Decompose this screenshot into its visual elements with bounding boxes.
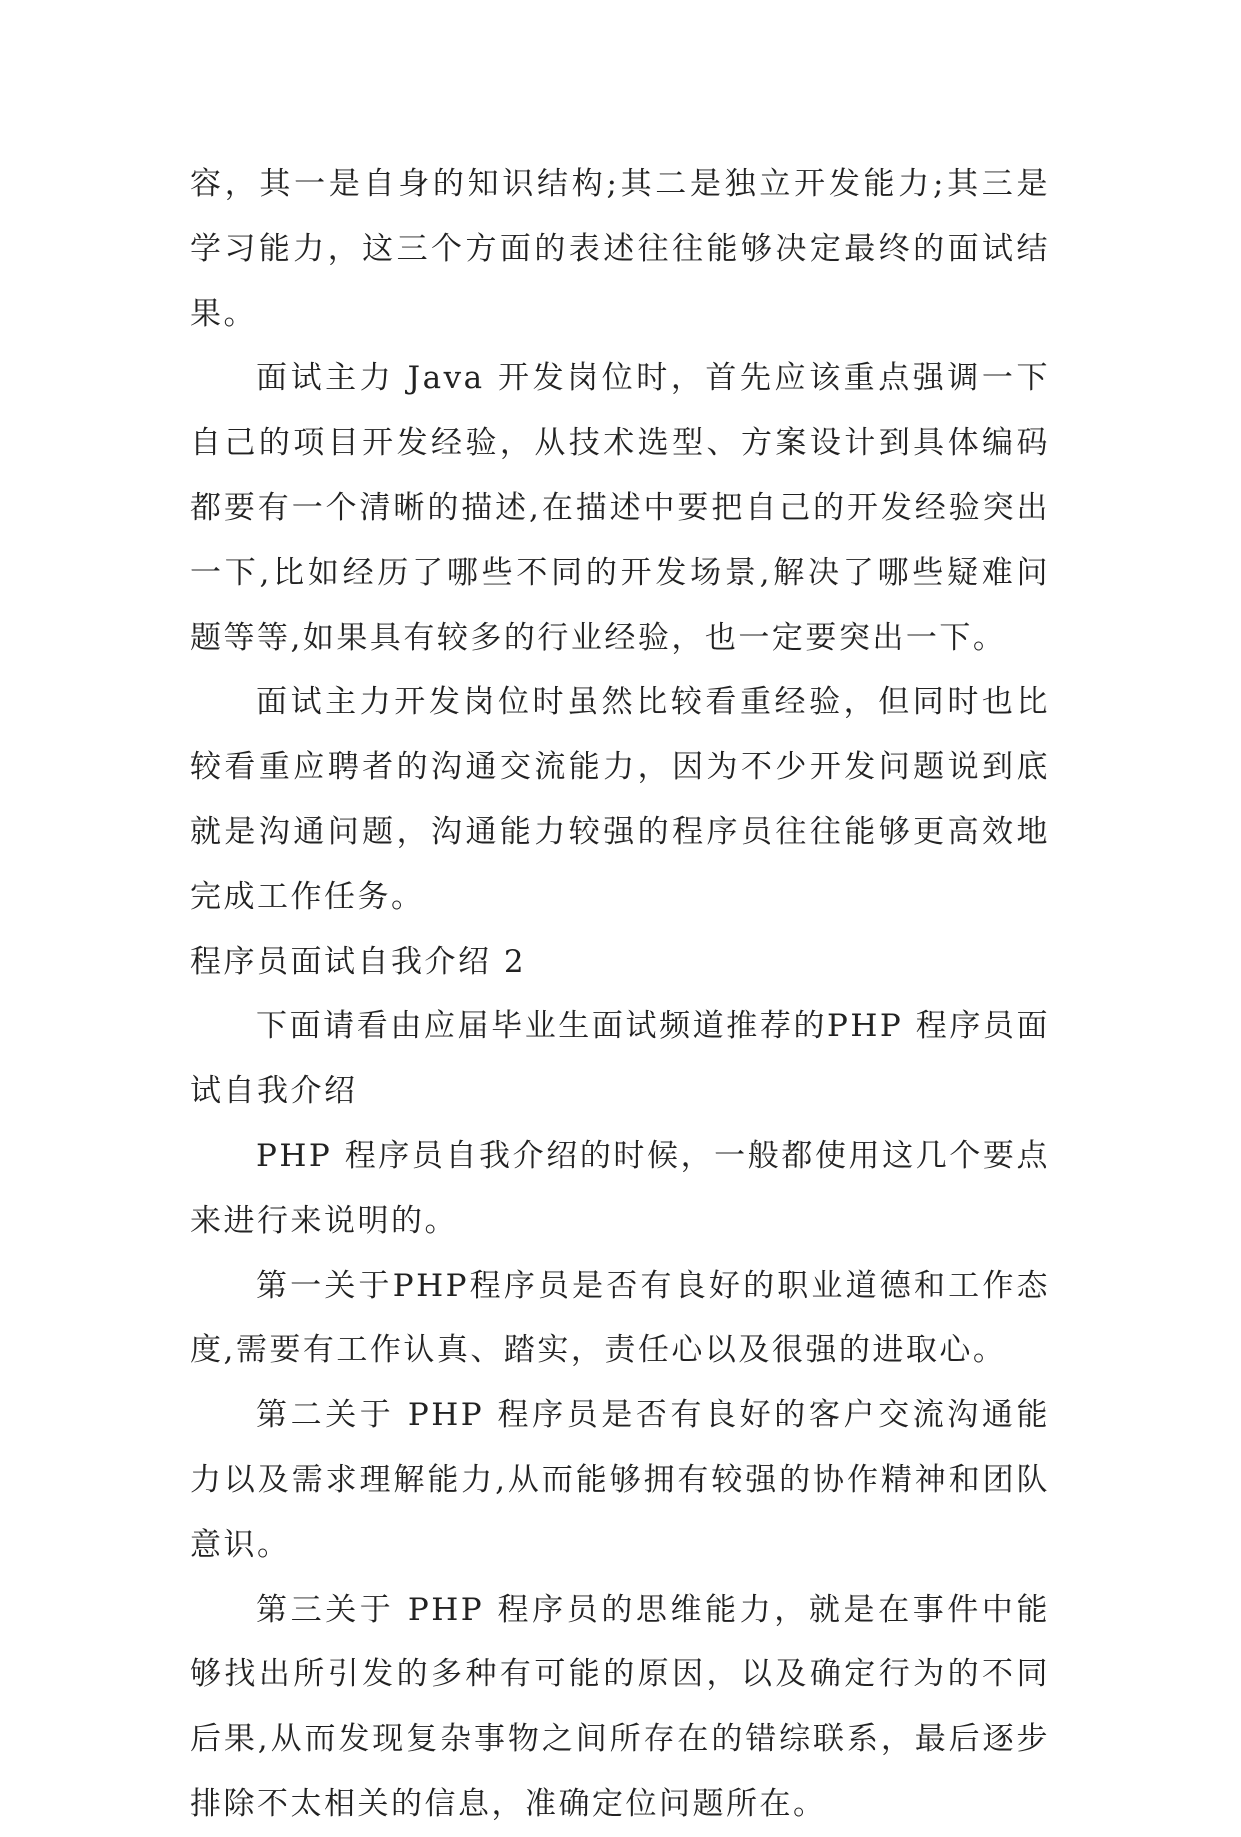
section-title: 程序员面试自我介绍 2 [190, 943, 527, 980]
document-body [190, 152, 1050, 1837]
paragraph-key-points: PHP 程序员自我介绍的时候，一般都使用这几个要点来进行来说明的。 [190, 1137, 1050, 1239]
paragraph-second-point: 第二关于 PHP 程序员是否有良好的客户交流沟通能力以及需求理解能力,从而能够拥有较强的协作精神和团队意识。 [190, 1397, 1050, 1563]
paragraph-third-point: 第三关于 PHP 程序员的思维能力，就是在事件中能够找出所引发的多种有可能的原因，以及确定行为的不同后果,从而发现复杂事物之间所存在的错综联系，最后逐步排除不太相关的信息，准确定位问题所在。 [190, 1591, 1050, 1822]
paragraph-communication: 面试主力开发岗位时虽然比较看重经验，但同时也比较看重应聘者的沟通交流能力，因为不少开发问题说到底就是沟通问题，沟通能力较强的程序员往往能够更高效地完成工作任务。 [190, 684, 1050, 915]
paragraph-first-point: 第一关于PHP程序员是否有良好的职业道德和工作态度,需要有工作认真、踏实，责任心以及很强的进取心。 [190, 1267, 1050, 1369]
paragraph-java-experience: 面试主力 Java 开发岗位时，首先应该重点强调一下自己的项目开发经验，从技术选型、方案设计到具体编码都要有一个清晰的描述,在描述中要把自己的开发经验突出一下,比如经历了哪些不同的开发场景,解决了哪些疑难问题等等,如果具有较多的行业经验，也一定要突出一下。 [190, 360, 1050, 656]
paragraph-intro: 下面请看由应届毕业生面试频道推荐的PHP 程序员面试自我介绍 [190, 1008, 1050, 1110]
paragraph-continuation: 容，其一是自身的知识结构;其二是独立开发能力;其三是学习能力，这三个方面的表述往往能够决定最终的面试结果。 [190, 166, 1050, 332]
